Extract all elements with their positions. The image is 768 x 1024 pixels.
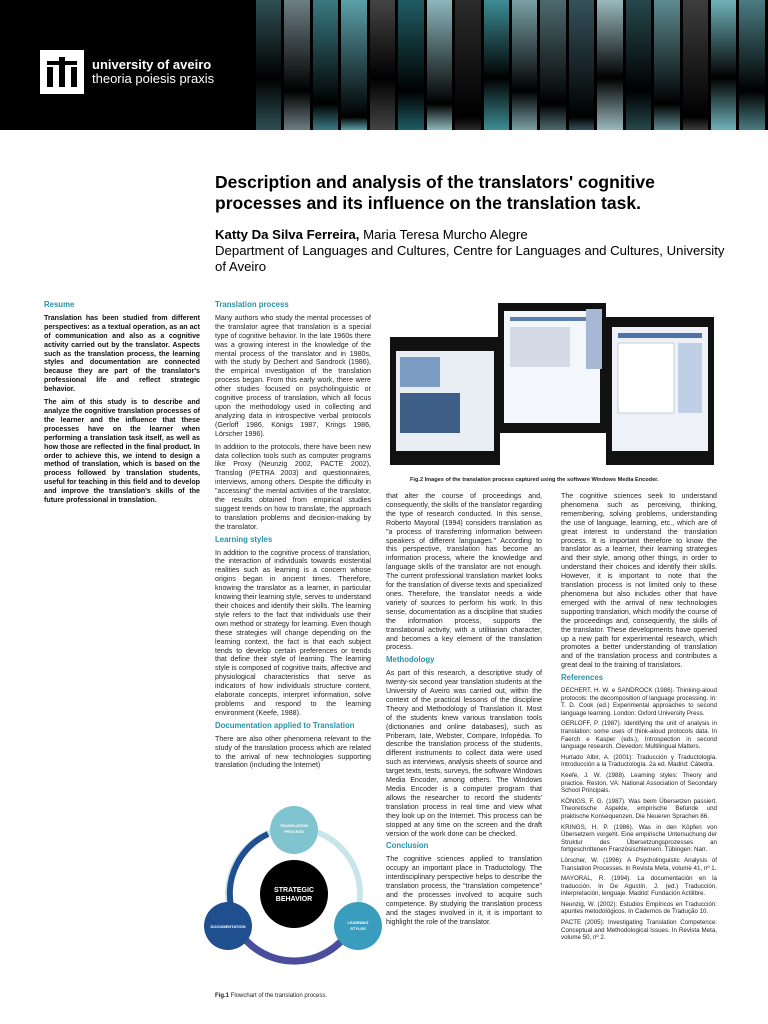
fig1-node-top-label-1: TRANSLATION xyxy=(279,823,309,828)
translation-process-p1: Many authors who study the mental processes of the translator agree that translation is a special type of cognitive behavior. In the late 1960s there was a growing interest in the knowledge of the mental process of the translator and in 1980s, with the study by Dechert and Sandrock (1986), the empirical investigation of the translation process began. From this early work, there were other studies focused on psycholinguistic or cognitive process of translation, which all focus upon the methodology used in collecting and analyzing data in introspective verbal protocols (Gerloff 1986, Königs 1987, Krings 1986, Lörscher 1996). xyxy=(215,313,371,438)
fig1-node-right-label-1: LEARNING xyxy=(347,920,369,925)
reference-item: KRINGS, H. P. (1986). Was in den Köpfen von Übersetzern vorgeht. Eine empirische Untersuchung der Struktur des Übersetzungsprozesses an fortgeschrittenen Französischlernern. Tübingen: Narr. xyxy=(561,823,717,854)
logo-line-1: university of aveiro xyxy=(92,57,212,72)
resume-heading: Resume xyxy=(44,300,75,309)
reference-item: PACTE (2005): Investigating Translation Competence: Conceptual and Methodological Issues. In Revista Meta, volume 50, nº 2. xyxy=(561,919,717,942)
banner-strip-image xyxy=(597,0,622,130)
banner-strip-image xyxy=(711,0,736,130)
reference-item: GERLOFF, P. (1987). Identifying the unit of analysis in translation: some uses of think-aloud protocols data. In Faerch e Kasper (eds.), Introspection in second language research. Clevedon: Multilingual Matters. xyxy=(561,720,717,751)
fig1-node-right-label-2: STYLES xyxy=(350,926,366,931)
translation-process-p2: In addition to the protocols, there have been new data collection tools such as computer programs like Proxy (Neunzig 2002, PACTE 2002), Translog (PETRA 2003) and questionnaires, interviews, among others. Despite the difficulty in "accessing" the mental activities of the translator, the results obtained from empirical studies suggest trends on how to translate, the approach to translation problems and decision-making by the translator. xyxy=(215,442,371,531)
fig1-center-node xyxy=(260,860,328,928)
references-list xyxy=(561,687,717,942)
col3-paragraph-1: that alter the course of proceedings and, consequently, the skills of the translator regarding the type of research conducted. In this sense, Roberto Mayoral (1994) considers translation as "a process of transferring information between speakers of different languages." According to this perspective, translation has become an information process, where the knowledge and language skills of the translator are not enough. The current professional translation market looks for the translation of diverse texts and specialized ones. Therefore, the translator needs a wide variety of sources to perform his work. In this sense, documentation as a discipline that studies the information process, supports the translational activity, with a utilitarian character, and becomes a key element of the translation process. xyxy=(386,492,542,652)
fig1-caption-text: Flowchart of the translation process. xyxy=(229,993,328,999)
banner-strip-image xyxy=(626,0,651,130)
fig1-node-top-label-2: PROCESS xyxy=(284,829,304,834)
col4-paragraph-1: The cognitive sciences seek to understand phenomena such as perceiving, thinking, remembering, solving problems, understanding the use of language, learning, etc., which are of great interest to understand the translation process. It is important therefore to know the translator as a learner, their learning strategies and their style, among other things, in order to understand their choices and identify their skills. However, it is important to note that the translation process is not limited only to these phenomena but also includes other that have emerged with the arrival of new technologies supporting translation, which modify the course of the proceedings and, consequently, the skills of the translator. These developments have opened up a new path for experimental research, which promotes a better understanding of translation and of the translation process and contributes a great deal to the training of translators. xyxy=(561,492,717,670)
fig1-ring-arc xyxy=(238,930,350,961)
author-co: Maria Teresa Murcho Alegre xyxy=(359,227,528,242)
author-main: Katty Da Silva Ferreira, xyxy=(215,227,360,242)
reference-item: Lörscher, W. (1996): A Psycholinguistic Analysis of Translation Processes. In Revista Meta, volume 41, nº 1. xyxy=(561,856,717,872)
column-3 xyxy=(386,492,542,931)
learning-styles-p1: In addition to the cognitive process of translation, the interaction of individuals towards existential realities such as learning is a concern whose origins began in ancient times. Therefore, knowing the translator as a learner, in particular knowing their learning style, serves to understand their choices and identify their skills. The learning style refers to the fact that individuals use their own method or strategy for learning. Even though these strategies will change depending on the learning context, the fact is that each subject tends to develop certain preferences or trends that define their style of learning. The learning style is composed of cognitive traits, affective and physiological characteristics that serve as indicators of how individuals structure content, elaborate concepts, interpret information, solve problems and respond to the learning environment (Keefe, 1988). xyxy=(215,548,371,717)
fig1-center-label-1: STRATEGIC xyxy=(274,887,314,894)
banner-strip-image xyxy=(540,0,565,130)
fig1-flowchart xyxy=(198,802,390,992)
banner-strip-image xyxy=(313,0,338,130)
fig1-node-left-label: DOCUMENTATION xyxy=(210,924,246,929)
reference-item: DECHERT, H. W. e SANDROCK (1986). Thinking-aloud protocols: the decomposition of language processing. In: T. D. Cook (ed.) Experimental approaches to second language learning. London: Oxford University Press. xyxy=(561,687,717,717)
conclusion-heading: Conclusion xyxy=(386,841,429,851)
banner-strip-image xyxy=(739,0,764,130)
fig1-caption-label: Fig.1 xyxy=(215,993,230,999)
reference-item: Keefe, J. W. (1988). Learning styles: Theory and practice. Reston, VA: National Association of Secondary School Principals. xyxy=(561,771,717,795)
banner-image-strips xyxy=(256,0,768,130)
banner-strip-image xyxy=(654,0,679,130)
column-2 xyxy=(215,297,371,774)
poster-title: Description and analysis of the translators' cognitive processes and its influence on the translation task. xyxy=(215,172,655,213)
documentation-heading: Documentation applied to Translation xyxy=(215,720,355,730)
banner-strip-image xyxy=(256,0,281,130)
affiliation: Department of Languages and Cultures, Centre for Languages and Cultures, University of Aveiro xyxy=(215,243,725,274)
translation-process-heading: Translation process xyxy=(215,300,289,309)
banner-strip-image xyxy=(569,0,594,130)
column-4 xyxy=(561,492,717,945)
fig2-caption: Fig.2 Images of the translation process captured using the software Windows Media Encoder. xyxy=(410,477,659,483)
header-banner xyxy=(0,0,768,130)
documentation-p1: There are also other phenomena relevant to the study of the translation process which are related to the arrival of new technologies supporting translation (including the Internet) xyxy=(215,734,371,770)
logo-mark-icon xyxy=(40,50,84,94)
methodology-paragraph: As part of this research, a descriptive study of twenty-six second year translation students at the University of Aveiro was carried out, within the context of the practical lessons of the discipline Theory and Methodology of Translation II. Most of the students knew various translation tools (dictionaries and online databases), such as Priberam, Iate, Webster, Compare, Infopédia. To describe the translation process of the students, different instruments to collect data were used such as interviews, analysis sheets of source and target texts, tests, surveys, the software Windows Media Encoder, among others. The Windows Media Encoder is a computer program that allows the researcher to record the students' translation process in real time and view what they look up on the Internet. This process can be stopped at any time on the screen and the draft version of the work done can be checked. xyxy=(386,669,542,838)
banner-strip-image xyxy=(341,0,366,130)
banner-strip-image xyxy=(370,0,395,130)
banner-strip-image xyxy=(484,0,509,130)
reference-item: Hurtado Albir, A. (2001): Traducción y Traductología. Introducción a la Traductología. 2a ed. Madrid: Cátedra. xyxy=(561,753,717,769)
conclusion-paragraph: The cognitive sciences applied to translation occupy an important place in Traductology. The interdisciplinary perspective helps to describe the translation process, the "translation competence" and the processes involved to acquire such competence. By studying the translation process and the stages involved in it, it is important to highlight the role of the translator. xyxy=(386,855,542,926)
banner-strip-image xyxy=(427,0,452,130)
logo-line-2: theoria poiesis praxis xyxy=(92,71,215,86)
column-resume xyxy=(44,297,200,509)
banner-strip-image xyxy=(284,0,309,130)
reference-item: Neunzig, W. (2002): Estudios Empíricos en Traducción: apuntes metodológicos. In Cadernos de Tradução 10. xyxy=(561,900,717,916)
resume-paragraph-2: The aim of this study is to describe and analyze the cognitive translation processes of the learner and the influence that these processes have on the learner when performing a translation task itself, as well as how those are reflected in the final product. In order to achieve this, we intend to design a method of translation, which is based on the process followed by translation students, useful for teaching in this field and to develop and improve the translation's skills of the future professional in translation. xyxy=(44,398,200,505)
reference-item: MAYORAL, R. (1994). La documentación en la traducción. In De Agustín, J. (ed.) Traducción, interpretación, lenguaje. Madrid: Fundación Actilibre. xyxy=(561,875,717,898)
title-block xyxy=(215,172,735,275)
fig2-screenshots xyxy=(386,297,718,469)
resume-paragraph-1: Translation has been studied from different perspectives: as a textual operation, as an act of communication and also as a cognitive activity carried out by the translator. Aspects such as the translation process, the learning styles and documentation are connected because they are part of the translator's professional life and reflect strategic behavior. xyxy=(44,313,200,394)
university-logo xyxy=(40,50,214,94)
fig1-center-label-2: BEHAVIOR xyxy=(275,896,313,903)
references-heading: References xyxy=(561,673,604,683)
fig1-caption xyxy=(215,993,371,999)
banner-strip-image xyxy=(683,0,708,130)
learning-styles-heading: Learning styles xyxy=(215,534,273,544)
methodology-heading: Methodology xyxy=(386,655,435,665)
banner-strip-image xyxy=(398,0,423,130)
banner-strip-image xyxy=(455,0,480,130)
authors xyxy=(215,227,735,275)
banner-strip-image xyxy=(512,0,537,130)
reference-item: KÖNIGS, F. G. (1987). Was beim Übersetzen passiert. Theoretische Aspekte, empirische Befunde und praktische Konsequenzen. Die Neueren Sprachen 86. xyxy=(561,797,717,820)
